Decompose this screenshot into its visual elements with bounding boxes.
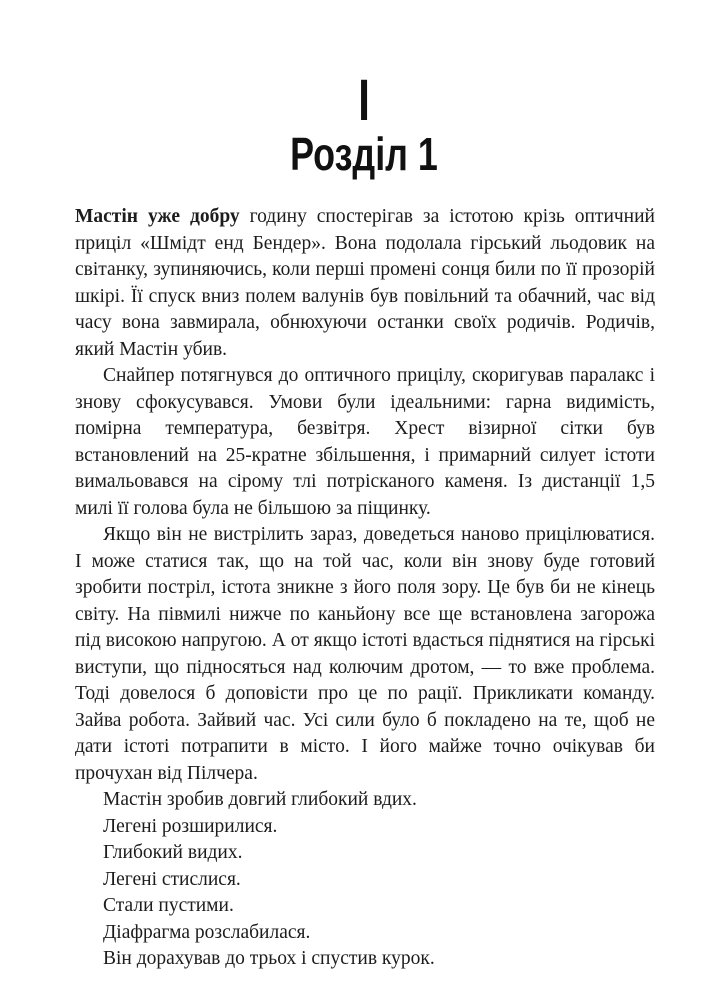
part-number: I	[358, 68, 370, 133]
paragraph: Стали пустими.	[103, 895, 234, 916]
paragraph: Він дорахував до трьох і спустив курок.	[103, 948, 435, 969]
paragraph: Мастін зробив довгий глибокий вдих.	[103, 789, 417, 810]
paragraph: Якщо він не вистрілить зараз, доведеться наново прицілюватися. І може статися так, що на той час, коли він знову буде готовий зробити постріл, істота зникне з його поля зору. Це був би не кінець світу. На півмилі нижче по каньйону все ще встановлена загорожа під високою напругою. А от якщо істоті вдасться піднятися на гірські виступи, що підносяться над колючим дротом, — то вже проблема. Тоді довелося б доповісти про це по рації. Прикликати команду. Зайва робота. Зайвий час. Усі сили було б покладено на те, щоб не дати істоті потрапити в місто. І його майже точно очікував би прочухан від Пілчера.	[75, 524, 655, 784]
paragraph: Глибокий видих.	[103, 842, 243, 863]
paragraph: Легені розширилися.	[103, 815, 278, 837]
chapter-body	[75, 204, 655, 973]
chapter-title: Розділ 1	[290, 128, 438, 180]
paragraph-text: годину спостерігав за істотою крізь оптичний приціл «Шмідт енд Бендер». Вона подолала гірський льодовик на світанку, зупиняючись, коли перші промені сонця били по її прозорій шкірі. Її спуск вниз полем валунів був повільний та обачний, час від часу вона завмирала, обнюхуючи останки своїх родичів. Родичів, який Мастін убив.	[75, 206, 655, 360]
lead-in-text: Мастін уже добру	[75, 206, 240, 227]
paragraph: Снайпер потягнувся до оптичного прицілу, скоригував паралакс і знову сфокусувався. Умови були ідеальними: гарна видимість, помірна температура, безвітря. Хрест візирної сітки був встановлений на 25-кратне збільшення, і примарний силует істоти вимальовався на сірому тлі потрісканого каменя. Із дистанції 1,5 милі її голова була не більшою за піщинку.	[75, 365, 655, 519]
paragraph: Легені стислися.	[103, 868, 241, 890]
paragraph: Діафрагма розслабилася.	[103, 921, 311, 943]
paragraph	[75, 204, 655, 363]
